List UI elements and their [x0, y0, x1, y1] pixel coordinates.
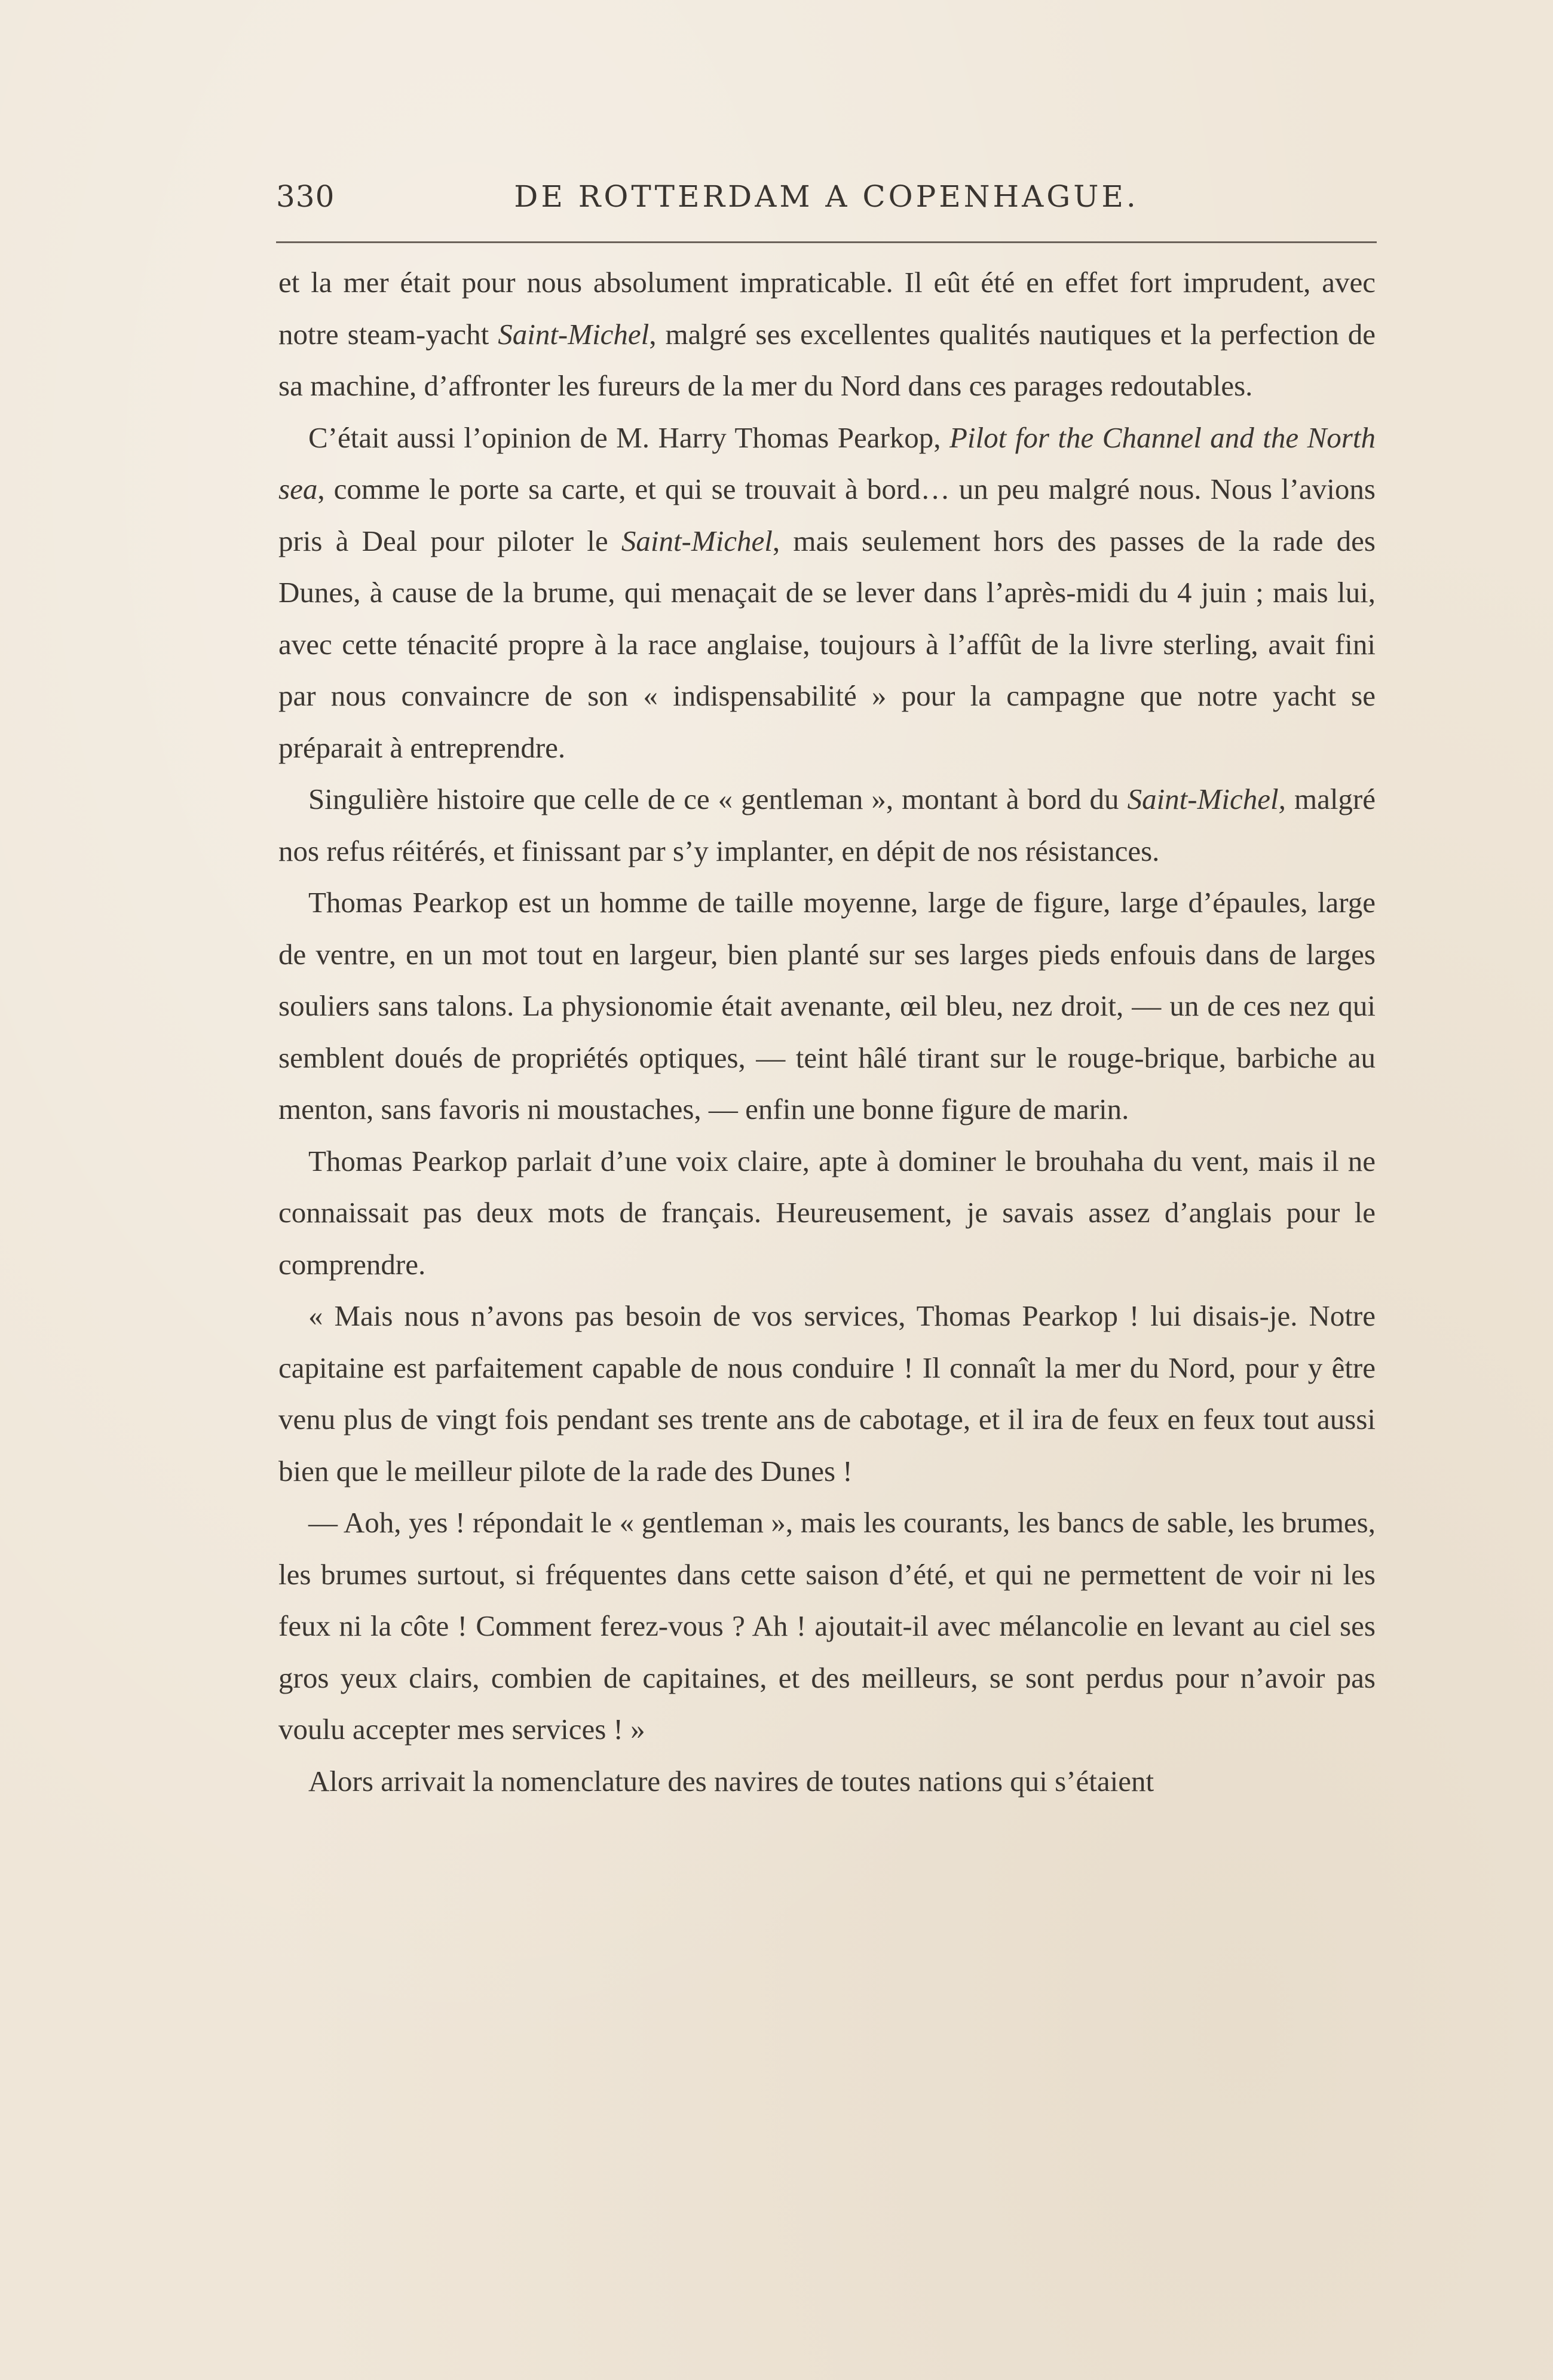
paragraph-text: C’était aussi l’opinion de M. Harry Thomas Pearkop, [308, 421, 949, 454]
body-text [278, 257, 1376, 1807]
paragraph [278, 877, 1376, 1136]
paragraph-text: Thomas Pearkop parlait d’une voix claire, apte à dominer le brouhaha du vent, mais il ne connaissait pas deux mots de français. Heureusement, je savais assez d’anglais pour le comprendre. [278, 1144, 1376, 1281]
ship-name: Saint-Michel, [1127, 783, 1286, 815]
paragraph-text: et la mer était pour nous absolument impraticable. Il eût été en effet fort imprudent, avec notre steam-yacht [278, 266, 1376, 351]
paragraph-text: , malgré ses excellentes qualités nautiques et la perfection de sa machine, d’affronter les fureurs de la mer du Nord dans ces parages redoutables. [278, 317, 1376, 402]
paragraph [278, 412, 1376, 774]
page-number: 330 [276, 179, 335, 214]
running-title: DE ROTTERDAM A COPENHAGUE. [514, 179, 1139, 214]
paragraph-text: Thomas Pearkop est un homme de taille moyenne, large de figure, large d’épaules, large de ventre, en un mot tout en largeur, bien planté sur ses larges pieds enfouis dans de larges souliers sans talons. La physionomie était avenante, œil bleu, nez droit, — un de ces nez qui semblent doués de propriétés optiques, — teint hâlé tirant sur le rouge-brique, barbiche au menton, sans favoris ni moustaches, — enfin une bonne figure de marin. [278, 886, 1376, 1125]
paragraph-text: « Mais nous n’avons pas besoin de vos services, Thomas Pearkop ! lui disais-je. Notre capitaine est parfaitement capable de nous conduire ! Il connaît la mer du Nord, pour y être venu plus de vingt fois pendant ses trente ans de cabotage, et il ira de feux en feux tout aussi bien que le meilleur pilote de la rade des Dunes ! [278, 1299, 1376, 1488]
paragraph [278, 1136, 1376, 1291]
page-header [276, 179, 1377, 227]
paragraph-text: malgré nos refus réitérés, et finissant par s’y implanter, en dépit de nos résistances. [278, 783, 1376, 867]
paragraph-text: , mais seulement hors des passes de la rade des Dunes, à cause de la brume, qui menaçait de se lever dans l’après-midi du 4 juin ; mais lui, avec cette ténacité propre à la race anglaise, toujours à l’affût de la livre sterling, avait fini par nous convaincre de son « indispensabilité » pour la campagne que notre yacht se préparait à entreprendre. [278, 524, 1376, 764]
paragraph [278, 257, 1376, 412]
header-rule [276, 241, 1377, 243]
ship-name: Saint-Michel [621, 524, 773, 557]
pilot-title: Pilot for the Channel and the North sea [278, 421, 1376, 505]
paragraph-text: , comme le porte sa carte, et qui se trouvait à bord… un peu malgré nous. Nous l’avions pris à Deal pour piloter le [278, 473, 1376, 557]
paragraph [278, 1497, 1376, 1756]
paragraph [278, 1290, 1376, 1497]
paragraph-text: Alors arrivait la nomenclature des navires de toutes nations qui s’étaient [308, 1764, 1154, 1798]
paragraph-text: — Aoh, yes ! répondait le « gentleman », mais les courants, les bancs de sable, les brumes, les brumes surtout, si fréquentes dans cette saison d’été, et qui ne permettent de voir ni les feux ni la côte ! Comment ferez-vous ? Ah ! ajoutait-il avec mélancolie en levant au ciel ses gros yeux clairs, combien de capitaines, et des meilleurs, se sont perdus pour n’avoir pas voulu accepter mes services ! » [278, 1506, 1376, 1746]
ship-name: Saint-Michel [498, 317, 650, 351]
paragraph [278, 774, 1376, 877]
paragraph [278, 1756, 1376, 1808]
paragraph-text: Singulière histoire que celle de ce « gentleman », montant à bord du [308, 783, 1128, 815]
